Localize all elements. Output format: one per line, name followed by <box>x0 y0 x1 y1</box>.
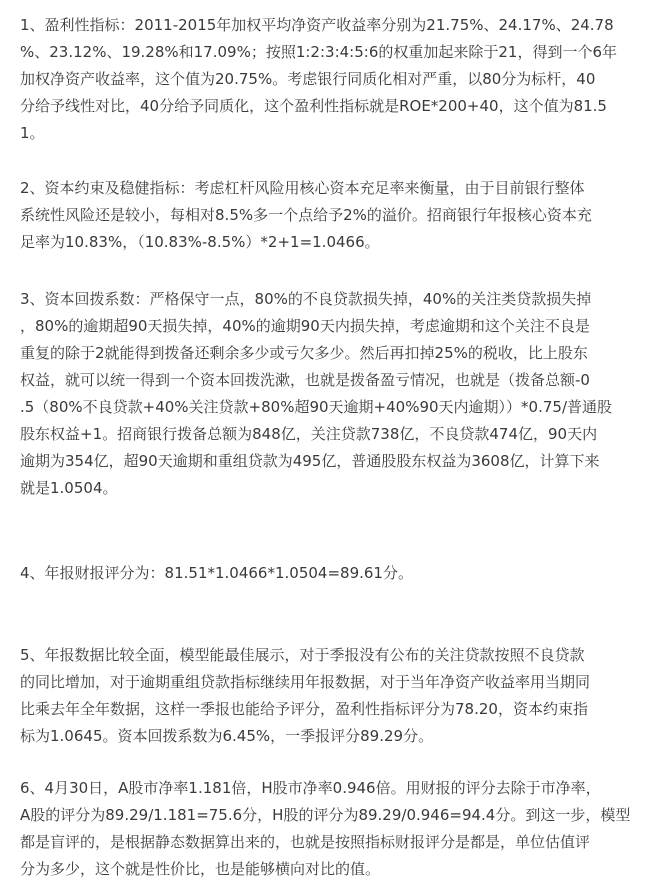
paragraph-capital-constraint <box>20 175 640 256</box>
text-line: 逾期为354亿，超90天逾期和重组贷款为495亿，普通股股东权益为3608亿，计算下来 <box>20 452 600 470</box>
text-line: 5、年报数据比较全面，模型能最佳展示，对于季报没有公布的关注贷款按照不良贷款 <box>20 646 585 664</box>
text-line: 系统性风险还是较小，每相对8.5%多一个点给予2%的溢价。招商银行年报核心资本充 <box>20 206 592 224</box>
text-line: 比乘去年全年数据，这样一季报也能给予评分，盈利性指标评分为78.20，资本约束指 <box>20 700 588 718</box>
paragraph-profitability <box>20 12 640 147</box>
text-line: 权益，就可以统一得到一个资本回拨洗漱，也就是拨备盈亏情况，也就是（拨备总额-0 <box>20 371 590 389</box>
text-line: 都是盲评的，是根据静态数据算出来的，也就是按照指标财报评分是都是，单位估值评 <box>20 833 591 851</box>
text-line: 足率为10.83%，（10.83%-8.5%）*2+1=1.0466。 <box>20 233 380 251</box>
paragraph-annual-score <box>20 560 640 587</box>
text-line: .5（80%不良贷款+40%关注贷款+80%超90天逾期+40%90天内逾期））*0.75/普通股 <box>20 398 613 416</box>
text-line: 1。 <box>20 124 45 142</box>
text-line: 3、资本回拨系数：严格保守一点，80%的不良贷款损失掉，40%的关注类贷款损失掉 <box>20 290 592 308</box>
text-line: 的同比增加，对于逾期重组贷款指标继续用年报数据，对于当年净资产收益率用当期同 <box>20 673 591 691</box>
text-line: 分为多少，这个就是性价比，也是能够横向对比的值。 <box>20 860 381 878</box>
text-line: 2、资本约束及稳健指标：考虑杠杆风险用核心资本充足率来衡量，由于目前银行整体 <box>20 179 585 197</box>
text-line: ，80%的逾期超90天损失掉，40%的逾期90天内损失掉，考虑逾期和这个关注不良是 <box>20 317 590 335</box>
text-line: 4、年报财报评分为：81.51*1.0466*1.0504=89.61分。 <box>20 564 413 582</box>
paragraph-quarterly-score <box>20 642 640 750</box>
text-line: 重复的除于2就能得到拨备还剩余多少或亏欠多少。然后再扣掉25%的税收，比上股东 <box>20 344 588 362</box>
paragraph-capital-writeback <box>20 286 640 502</box>
text-line: A股的评分为89.29/1.181=75.6分，H股的评分为89.29/0.946=94.4分。到这一步，模型 <box>20 806 631 824</box>
text-line: 就是1.0504。 <box>20 479 118 497</box>
text-line: 1、盈利性指标：2011-2015年加权平均净资产收益率分别为21.75%、24.17%、24.78 <box>20 16 614 34</box>
text-line: 股东权益+1。招商银行拨备总额为848亿，关注贷款738亿，不良贷款474亿，90天内 <box>20 425 598 443</box>
text-line: %、23.12%、19.28%和17.09%；按照1:2:3:4:5:6的权重加起来除于21，得到一个6年 <box>20 43 617 61</box>
text-line: 标为1.0645。资本回拨系数为6.45%，一季报评分89.29分。 <box>20 727 434 745</box>
text-line: 加权净资产收益率，这个值为20.75%。考虑银行同质化相对严重，以80分为标杆，40 <box>20 70 596 88</box>
text-line: 分给予线性对比，40分给予同质化，这个盈利性指标就是ROE*200+40，这个值为81.5 <box>20 97 607 115</box>
paragraph-valuation <box>20 775 640 883</box>
text-line: 6、4月30日，A股市净率1.181倍，H股市净率0.946倍。用财报的评分去除于市净率， <box>20 779 601 797</box>
